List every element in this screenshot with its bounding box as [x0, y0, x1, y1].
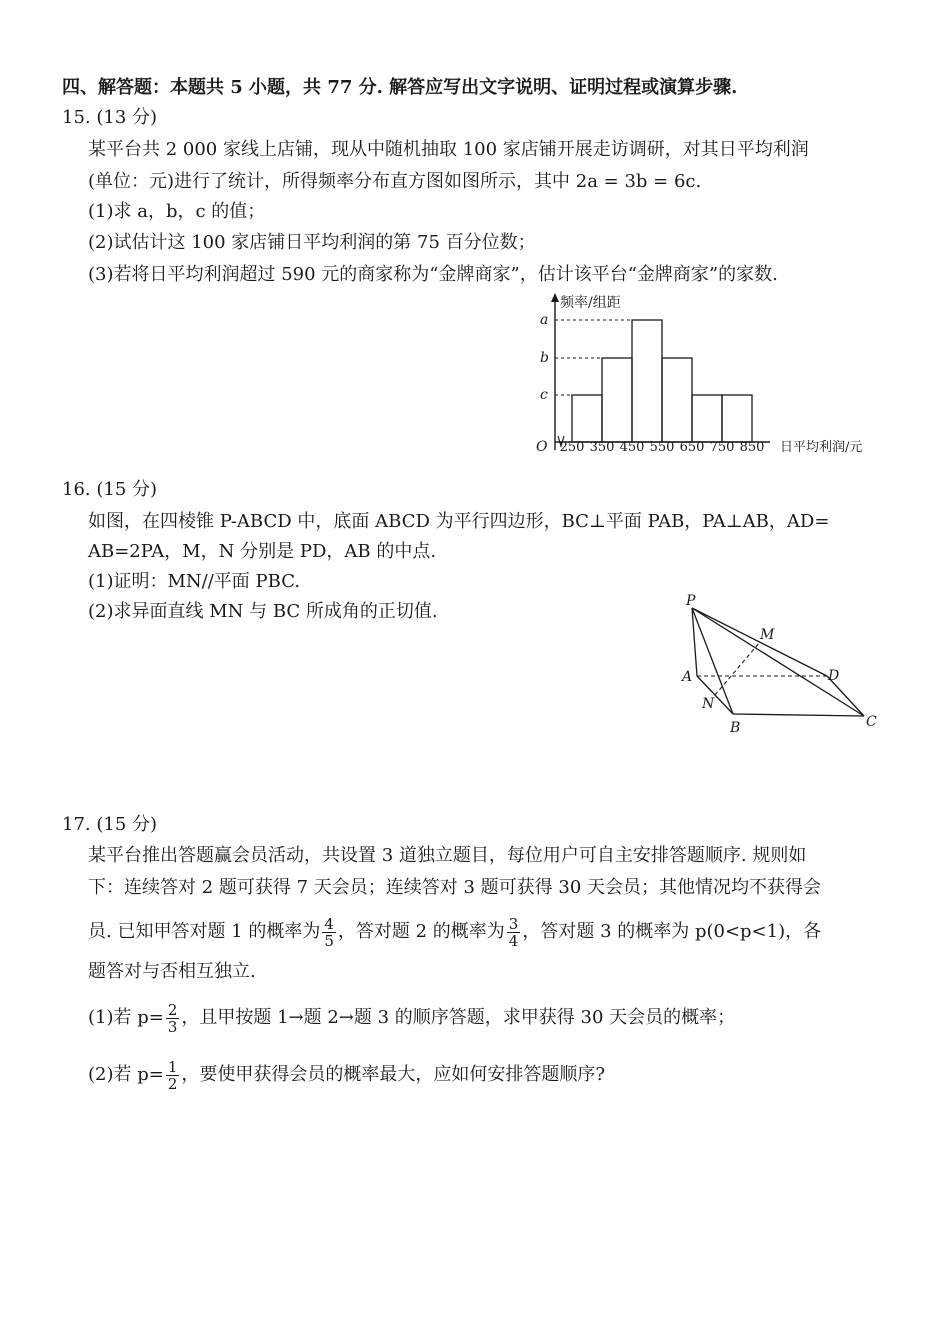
- origin-label: O: [536, 439, 548, 455]
- bar-750-850: [722, 395, 752, 442]
- q16-number: 16. (15 分): [62, 479, 158, 500]
- q17-part2: [88, 1055, 605, 1095]
- q17-line3: [88, 912, 821, 952]
- x-tick-750: 750: [709, 440, 735, 455]
- x-tick-350: 350: [589, 440, 615, 455]
- q15-part1: (1)求 a，b，c 的值；: [88, 201, 266, 222]
- q17-part1: [88, 998, 735, 1038]
- q16-part2: (2)求异面直线 MN 与 BC 所成角的正切值.: [88, 601, 438, 622]
- q15-part2: (2)试估计这 100 家店铺日平均利润的第 75 百分位数；: [88, 232, 536, 253]
- q17-number: 17. (15 分): [62, 814, 158, 835]
- q17-part2-a: (2)若 p=: [88, 1064, 164, 1085]
- fraction-3-4: $\frac{3}{4}$: [508, 914, 519, 950]
- q17-part2-b: ，要使甲获得会员的概率最大，应如何安排答题顺序?: [181, 1064, 606, 1085]
- q17-part1-b: ，且甲按题 1→题 2→题 3 的顺序答题，求甲获得 30 天会员的概率；: [181, 1007, 736, 1028]
- q15-part3: (3)若将日平均利润超过 590 元的商家称为“金牌商家”，估计该平台“金牌商家”的家数.: [88, 264, 778, 285]
- frequency-histogram: [530, 290, 890, 460]
- y-tick-a: a: [540, 312, 549, 328]
- label-P: P: [686, 593, 696, 609]
- q15-line1: 某平台共 2 000 家线上店铺，现从中随机抽取 100 家店铺开展走访调研，对其日平均利润: [88, 139, 809, 160]
- bar-350-450: [602, 358, 632, 442]
- q17-line1: 某平台推出答题赢会员活动，共设置 3 道独立题目，每位用户可自主安排答题顺序. 规则如: [88, 845, 807, 866]
- label-M: M: [760, 627, 775, 643]
- q17-line4: 题答对与否相互独立.: [88, 961, 256, 982]
- edge-PC: [692, 608, 864, 716]
- y-axis-label: 频率/组距: [560, 295, 621, 311]
- bar-650-750: [692, 395, 722, 442]
- q17-line3-a: 员. 已知甲答对题 1 的概率为: [88, 921, 321, 942]
- label-N: N: [702, 696, 715, 712]
- x-tick-650: 650: [679, 440, 705, 455]
- x-tick-250: 250: [559, 440, 585, 455]
- q17-line2: 下：连续答对 2 题可获得 7 天会员；连续答对 3 题可获得 30 天会员；其他情况均不获得会: [88, 877, 822, 898]
- x-tick-550: 550: [649, 440, 675, 455]
- segment-MN-hidden: [715, 642, 760, 695]
- y-axis-arrow: [551, 293, 559, 302]
- q16-line2: AB=2PA，M，N 分别是 PD，AB 的中点.: [88, 541, 437, 562]
- bar-450-550: [632, 320, 662, 442]
- q16-part1: (1)证明：MN//平面 PBC.: [88, 571, 301, 592]
- q16-line1: 如图，在四棱锥 P-ABCD 中，底面 ABCD 为平行四边形，BC⊥平面 PAB，PA⊥AB，AD=: [88, 511, 830, 532]
- label-D: D: [828, 668, 840, 684]
- fraction-2-3: $\frac{2}{3}$: [167, 1000, 178, 1036]
- pyramid-figure: [670, 592, 890, 742]
- bar-550-650: [662, 358, 692, 442]
- q15-line2: (单位：元)进行了统计，所得频率分布直方图如图所示，其中 2a = 3b = 6c.: [88, 171, 702, 192]
- label-A: A: [682, 669, 693, 685]
- y-tick-b: b: [540, 350, 549, 366]
- x-tick-450: 450: [619, 440, 645, 455]
- label-B: B: [730, 720, 741, 736]
- q15-number: 15. (13 分): [62, 107, 158, 128]
- x-tick-850: 850: [739, 440, 765, 455]
- q17-line3-b: ，答对题 2 的概率为: [337, 921, 505, 942]
- q17-line3-c: ，答对题 3 的概率为 p(0<p<1)，各: [522, 921, 822, 942]
- x-axis-label: 日平均利润/元: [780, 440, 863, 455]
- edge-BC: [733, 714, 864, 716]
- label-C: C: [866, 714, 877, 730]
- fraction-4-5: $\frac{4}{5}$: [324, 914, 334, 950]
- section-header: 四、解答题：本题共 5 小题，共 77 分. 解答应写出文字说明、证明过程或演算步骤.: [62, 77, 738, 98]
- bar-250-350: [572, 395, 602, 442]
- q17-part1-a: (1)若 p=: [88, 1007, 164, 1028]
- y-tick-c: c: [540, 387, 548, 403]
- fraction-1-2: $\frac{1}{2}$: [167, 1057, 178, 1093]
